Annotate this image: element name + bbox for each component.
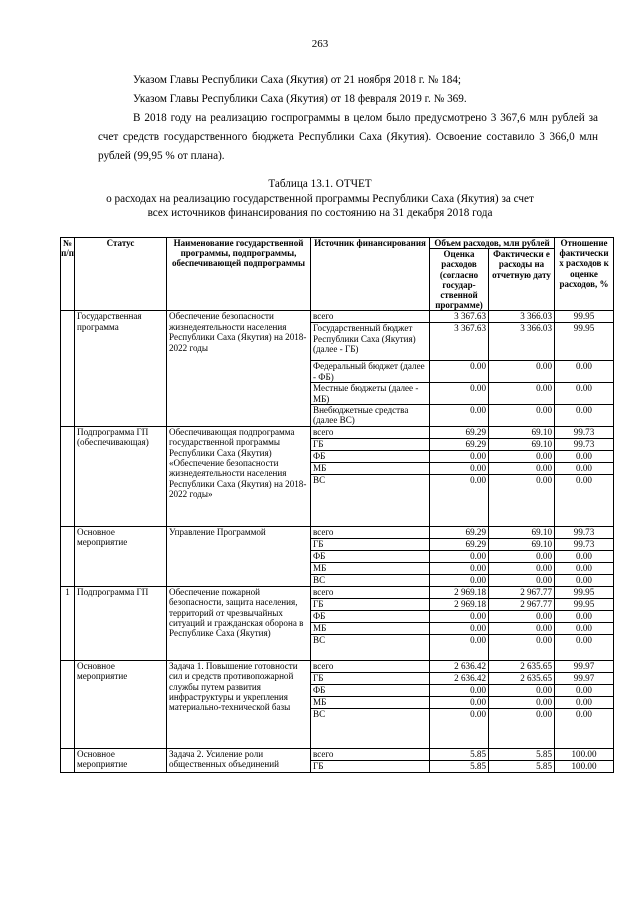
table-row	[61, 586, 614, 598]
actual-cell: 0.00	[489, 708, 555, 748]
table-caption: Таблица 13.1. ОТЧЕТ	[268, 178, 372, 190]
actual-cell: 69.10	[489, 438, 555, 450]
row-number-cell	[61, 748, 75, 772]
estimate-cell: 0.00	[430, 383, 489, 405]
ratio-cell: 0.00	[555, 462, 614, 474]
program-name-cell: Обеспечивающая подпрограмма государственной программы Республики Саха (Якутия) «Обеспечение безопасности жизнедеятельности населения Республики Саха (Якутия) на 2018-2022 годы»	[167, 426, 311, 526]
actual-cell: 0.00	[489, 474, 555, 526]
actual-cell: 69.10	[489, 426, 555, 438]
estimate-cell: 69.29	[430, 426, 489, 438]
actual-cell: 0.00	[489, 634, 555, 660]
estimate-cell: 2 969.18	[430, 598, 489, 610]
actual-cell: 2 967.77	[489, 598, 555, 610]
actual-cell: 0.00	[489, 383, 555, 405]
source-cell: всего	[311, 748, 430, 760]
source-cell: ГБ	[311, 598, 430, 610]
ratio-cell: 99.97	[555, 660, 614, 672]
source-cell: ГБ	[311, 760, 430, 772]
estimate-cell: 2 969.18	[430, 586, 489, 598]
estimate-cell: 0.00	[430, 474, 489, 526]
actual-cell: 0.00	[489, 574, 555, 586]
row-number-cell	[61, 311, 75, 426]
source-cell: ВС	[311, 634, 430, 660]
estimate-cell: 0.00	[430, 574, 489, 586]
actual-cell: 0.00	[489, 450, 555, 462]
table-body	[61, 311, 614, 772]
status-cell: Подпрограмма ГП	[75, 586, 167, 660]
header-no: № п/п	[61, 238, 75, 311]
table-subcaption-text: о расходах на реализацию государственной программы Республики Саха (Якутия) за счет всех источников финансирования по состоянию на 31 декабря 2018 года	[106, 193, 534, 219]
ratio-cell: 99.73	[555, 538, 614, 550]
ratio-cell: 0.00	[555, 574, 614, 586]
table-row	[61, 426, 614, 438]
header-actual: Фактически е расходы на отчетную дату	[489, 249, 555, 311]
estimate-cell: 0.00	[430, 450, 489, 462]
source-cell: МБ	[311, 696, 430, 708]
source-cell: ВС	[311, 474, 430, 526]
ratio-cell: 99.73	[555, 426, 614, 438]
estimate-cell: 69.29	[430, 538, 489, 550]
actual-cell: 0.00	[489, 405, 555, 427]
actual-cell: 0.00	[489, 562, 555, 574]
source-cell: Внебюджетные средства (далее ВС)	[311, 405, 430, 427]
actual-cell: 0.00	[489, 684, 555, 696]
header-status: Статус	[75, 238, 167, 311]
source-cell: всего	[311, 660, 430, 672]
estimate-cell: 0.00	[430, 462, 489, 474]
program-name-cell: Обеспечение пожарной безопасности, защита населения, территорий от чрезвычайных ситуаций и гражданская оборона в Республике Саха (Якутия)	[167, 586, 311, 660]
ratio-cell: 0.00	[555, 405, 614, 427]
estimate-cell: 3 367.63	[430, 311, 489, 323]
row-number-cell	[61, 660, 75, 748]
paragraph-summary: В 2018 году на реализацию госпрограммы в целом было предусмотрено 3 367,6 млн рублей за счет средств государственного бюджета Республики Саха (Якутия). Освоение составило 3 366,0 млн рублей (99,95 % от плана).	[98, 112, 598, 162]
actual-cell: 0.00	[489, 550, 555, 562]
page-number: 263	[311, 38, 329, 50]
ratio-cell: 0.00	[555, 450, 614, 462]
estimate-cell: 0.00	[430, 610, 489, 622]
actual-cell: 2 635.65	[489, 672, 555, 684]
source-cell: всего	[311, 311, 430, 323]
ratio-cell: 99.95	[555, 586, 614, 598]
actual-cell: 0.00	[489, 361, 555, 383]
ratio-cell: 0.00	[555, 562, 614, 574]
source-cell: ФБ	[311, 450, 430, 462]
program-name-cell: Управление Программой	[167, 526, 311, 586]
actual-cell: 2 635.65	[489, 660, 555, 672]
source-cell: всего	[311, 526, 430, 538]
ratio-cell: 99.95	[555, 311, 614, 323]
header-name: Наименование государственной программы, подпрограммы, обеспечивающей подпрограммы	[167, 238, 311, 311]
actual-cell: 3 366.03	[489, 323, 555, 361]
ratio-cell: 0.00	[555, 684, 614, 696]
actual-cell: 3 366.03	[489, 311, 555, 323]
row-number-cell	[61, 526, 75, 586]
table-row	[61, 526, 614, 538]
header-ratio: Отношение фактически х расходов к оценке расходов, %	[555, 238, 614, 311]
source-cell: МБ	[311, 622, 430, 634]
ratio-cell: 99.73	[555, 526, 614, 538]
ratio-cell: 0.00	[555, 550, 614, 562]
source-cell: ВС	[311, 574, 430, 586]
header-volume: Объем расходов, млн рублей	[430, 238, 555, 249]
actual-cell: 69.10	[489, 538, 555, 550]
ratio-cell: 0.00	[555, 622, 614, 634]
source-cell: ГБ	[311, 672, 430, 684]
table-head	[61, 238, 614, 311]
source-cell: ФБ	[311, 684, 430, 696]
estimate-cell: 0.00	[430, 622, 489, 634]
estimate-cell: 0.00	[430, 361, 489, 383]
actual-cell: 5.85	[489, 748, 555, 760]
estimate-cell: 0.00	[430, 562, 489, 574]
row-number-cell	[61, 426, 75, 526]
actual-cell: 0.00	[489, 622, 555, 634]
status-cell: Государственная программа	[75, 311, 167, 426]
source-cell: ГБ	[311, 538, 430, 550]
ratio-cell: 0.00	[555, 696, 614, 708]
estimate-cell: 0.00	[430, 684, 489, 696]
source-cell: МБ	[311, 562, 430, 574]
header-source: Источник финансирования	[311, 238, 430, 311]
ratio-cell: 99.95	[555, 323, 614, 361]
ratio-cell: 0.00	[555, 361, 614, 383]
ratio-cell: 99.97	[555, 672, 614, 684]
ratio-cell: 100.00	[555, 748, 614, 760]
program-name-cell: Обеспечение безопасности жизнедеятельности населения Республики Саха (Якутия) на 2018-2022 годы	[167, 311, 311, 426]
estimate-cell: 2 636.42	[430, 660, 489, 672]
source-cell: ФБ	[311, 550, 430, 562]
estimate-cell: 0.00	[430, 405, 489, 427]
header-row-1	[61, 238, 614, 249]
estimate-cell: 69.29	[430, 526, 489, 538]
actual-cell: 0.00	[489, 696, 555, 708]
estimate-cell: 0.00	[430, 708, 489, 748]
estimate-cell: 69.29	[430, 438, 489, 450]
source-cell: ГБ	[311, 438, 430, 450]
program-name-cell: Задача 2. Усиление роли общественных объединений	[167, 748, 311, 772]
ratio-cell: 0.00	[555, 708, 614, 748]
source-cell: ФБ	[311, 610, 430, 622]
ratio-cell: 0.00	[555, 634, 614, 660]
source-cell: Федеральный бюджет (далее - ФБ)	[311, 361, 430, 383]
program-name-cell: Задача 1. Повышение готовности сил и средств противопожарной службы путем развития инфраструктуры и укрепления материально-технической базы	[167, 660, 311, 748]
paragraph-decree-1: Указом Главы Республики Саха (Якутия) от 21 ноября 2018 г. № 184;	[133, 74, 462, 86]
ratio-cell: 100.00	[555, 760, 614, 772]
estimate-cell: 0.00	[430, 634, 489, 660]
estimate-cell: 0.00	[430, 696, 489, 708]
status-cell: Основное мероприятие	[75, 526, 167, 586]
source-cell: ВС	[311, 708, 430, 748]
estimate-cell: 5.85	[430, 760, 489, 772]
status-cell: Подпрограмма ГП (обеспечивающая)	[75, 426, 167, 526]
table-row	[61, 311, 614, 323]
status-cell: Основное мероприятие	[75, 748, 167, 772]
ratio-cell: 0.00	[555, 610, 614, 622]
source-cell: всего	[311, 426, 430, 438]
table-row	[61, 660, 614, 672]
source-cell: Местные бюджеты (далее - МБ)	[311, 383, 430, 405]
header-estimate: Оценка расходов (согласно государ- ственной программе)	[430, 249, 489, 311]
actual-cell: 2 967.77	[489, 586, 555, 598]
table-row	[61, 748, 614, 760]
status-cell: Основное мероприятие	[75, 660, 167, 748]
expense-report-table	[60, 237, 614, 773]
estimate-cell: 2 636.42	[430, 672, 489, 684]
actual-cell: 69.10	[489, 526, 555, 538]
table-subcaption	[0, 192, 640, 220]
ratio-cell: 0.00	[555, 383, 614, 405]
estimate-cell: 3 367.63	[430, 323, 489, 361]
actual-cell: 0.00	[489, 610, 555, 622]
row-number-cell: 1	[61, 586, 75, 660]
estimate-cell: 5.85	[430, 748, 489, 760]
actual-cell: 5.85	[489, 760, 555, 772]
ratio-cell: 0.00	[555, 474, 614, 526]
estimate-cell: 0.00	[430, 550, 489, 562]
source-cell: всего	[311, 586, 430, 598]
actual-cell: 0.00	[489, 462, 555, 474]
ratio-cell: 99.73	[555, 438, 614, 450]
source-cell: МБ	[311, 462, 430, 474]
source-cell: Государственный бюджет Республики Саха (Якутия) (далее - ГБ)	[311, 323, 430, 361]
paragraph-decree-2: Указом Главы Республики Саха (Якутия) от 18 февраля 2019 г. № 369.	[133, 93, 467, 105]
ratio-cell: 99.95	[555, 598, 614, 610]
